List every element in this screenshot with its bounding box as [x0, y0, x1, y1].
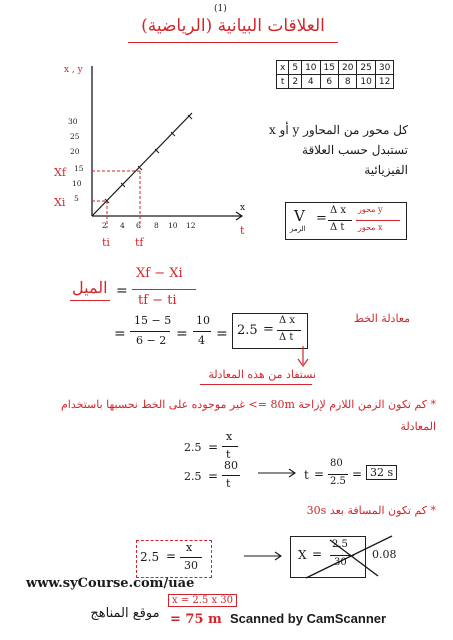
wrong-value: 0.08 — [372, 548, 397, 561]
solve1-res-den: 2.5 — [330, 476, 346, 487]
calc-1-den: 6 − 2 — [136, 334, 167, 347]
use-equation-underline — [200, 384, 312, 385]
solve2-den: 30 — [184, 559, 198, 572]
table-cell: 5 — [289, 61, 302, 75]
solve2-lhs: 2.5 — [140, 550, 160, 564]
y-tick-label-15: 15 — [74, 164, 84, 173]
y-ticks — [68, 117, 82, 203]
x-tick-label: 10 — [168, 221, 178, 230]
x-axis-label-t: t — [240, 224, 245, 237]
calc-2-num: 10 — [196, 314, 210, 327]
solve1-res-bar — [328, 474, 348, 475]
solve1-line1-num: x — [226, 430, 233, 443]
tf-label: tf — [135, 236, 144, 249]
wrong-lhs: X — [298, 548, 307, 562]
calc-2-bar — [193, 331, 211, 332]
slope-equals: = — [116, 283, 128, 299]
table-cell: 6 — [320, 75, 338, 89]
table-cell: 25 — [357, 61, 375, 75]
xi-label: Xi — [54, 196, 66, 209]
solve2-eq: = — [166, 549, 177, 563]
table-cell: 20 — [338, 61, 356, 75]
calc-equals-3: = — [216, 326, 228, 342]
def-lhs-sub: الرمز — [290, 225, 306, 233]
wrong-eq: = — [312, 547, 323, 561]
page-number: (1) — [214, 4, 227, 14]
table-cell: 2 — [289, 75, 302, 89]
def-equals: = — [316, 211, 327, 226]
final-result: = 75 m — [170, 612, 222, 627]
definition-box — [285, 202, 407, 240]
result-value: 2.5 — [237, 323, 258, 338]
result-bar — [277, 330, 301, 331]
table-cell: x — [277, 61, 289, 75]
result-den: Δ t — [279, 332, 294, 343]
wrong-num: 2.5 — [332, 539, 348, 550]
calc-equals-2: = — [176, 326, 188, 342]
result-equals: = — [263, 322, 274, 337]
question-1: * كم تكون الزمن اللازم لإزاحة 80m => غير موجوده على الخط نحسبها باستخدام المعادلة — [60, 398, 436, 433]
solve1-line2-num: 80 — [224, 459, 238, 472]
slope-label-underline — [70, 300, 110, 301]
table-row-x — [277, 61, 394, 75]
def-numerator: Δ x — [330, 205, 347, 216]
table-cell: 8 — [338, 75, 356, 89]
y-tick-label: 20 — [70, 147, 80, 156]
solve1-line2-bar — [222, 475, 240, 476]
table-cell: t — [277, 75, 289, 89]
x-tick-label: 12 — [186, 221, 196, 230]
ti-label: ti — [102, 236, 110, 249]
calc-equals-1: = — [114, 326, 126, 342]
table-cell: 10 — [357, 75, 375, 89]
solve1-line1-lhs: 2.5 — [184, 441, 202, 454]
solve1-line2-eq: = — [208, 469, 219, 483]
calc-1-num: 15 − 5 — [134, 314, 172, 327]
slope-denominator: tf − ti — [138, 293, 177, 308]
def-den-note: محور x — [358, 223, 383, 232]
question-2: * كم تكون المسافة بعد 30s — [306, 504, 436, 517]
y-axis-label: x , y — [64, 65, 83, 75]
footer-site-name: موقع المناهج — [90, 606, 160, 621]
x-tick-label: 4 — [120, 221, 125, 230]
x-axis-label: x — [240, 203, 246, 213]
solve1-res-eq: = — [314, 467, 325, 481]
solve1-line2-den: t — [226, 477, 231, 490]
y-tick-label: 10 — [72, 179, 82, 188]
x-ticks — [102, 221, 196, 230]
result-box — [232, 313, 308, 349]
footer-scanner: Scanned by CamScanner — [230, 611, 387, 626]
table-row-t — [277, 75, 394, 89]
def-lhs: V — [294, 207, 305, 225]
solve1-line1-eq: = — [208, 440, 219, 454]
y-tick-label: 25 — [70, 132, 80, 141]
cross-out-icon — [300, 532, 400, 582]
slope-label: الميل — [72, 278, 108, 297]
page-title: العلاقات البيانية (الرياضية) — [141, 16, 325, 36]
xf-label: Xf — [54, 166, 66, 179]
def-fraction-bar — [328, 220, 352, 221]
result-num: Δ x — [279, 315, 296, 326]
solve1-res-eq2: = — [352, 467, 363, 481]
y-tick-label: 5 — [74, 194, 79, 203]
y-tick-label: 30 — [68, 117, 78, 126]
calc-1-bar — [130, 331, 170, 332]
data-table — [276, 60, 394, 89]
axes-note: كل محور من المحاور y أو x تستبدل حسب العلاقة الفيزيائية — [268, 123, 408, 177]
table-cell: 12 — [375, 75, 393, 89]
table-cell: 4 — [302, 75, 320, 89]
solve2-num: x — [186, 541, 193, 554]
graph — [50, 58, 265, 253]
x-tick-label: 8 — [154, 221, 159, 230]
x-equation-box: x = 2.5 x 30 — [168, 594, 237, 607]
title-underline — [128, 42, 338, 43]
table-cell: 30 — [375, 61, 393, 75]
footer-url[interactable]: www.syCourse.com/uae — [26, 576, 195, 591]
wrong-den: 30 — [334, 557, 347, 568]
x-tick-label: 2 — [102, 221, 107, 230]
def-note-bar — [356, 220, 400, 221]
arrow-right-icon — [258, 468, 298, 478]
calc-2-den: 4 — [198, 334, 205, 347]
solve1-line2-lhs: 2.5 — [184, 470, 202, 483]
solve1-res-lhs: t — [304, 468, 309, 482]
table-cell: 10 — [302, 61, 320, 75]
x-tick-label: 6 — [136, 221, 141, 230]
slope-fraction-bar — [132, 289, 196, 290]
use-equation-note: نستفاد من هذه المعادلة — [208, 368, 316, 381]
line-equation-note: معادلة الخط — [353, 312, 410, 325]
slope-numerator: Xf − Xi — [136, 266, 183, 281]
table-cell: 15 — [320, 61, 338, 75]
def-denominator: Δ t — [330, 222, 345, 233]
solve2-bar — [180, 557, 202, 558]
solve1-line1-den: t — [226, 448, 231, 461]
def-num-note: محور y — [358, 205, 383, 214]
solve1-line1-bar — [222, 446, 238, 447]
guide-lines — [92, 171, 140, 228]
arrow-right-icon — [244, 551, 284, 561]
solve1-result: 32 s — [366, 465, 397, 480]
arrow-down-icon — [296, 346, 310, 368]
solve1-res-num: 80 — [330, 458, 343, 469]
